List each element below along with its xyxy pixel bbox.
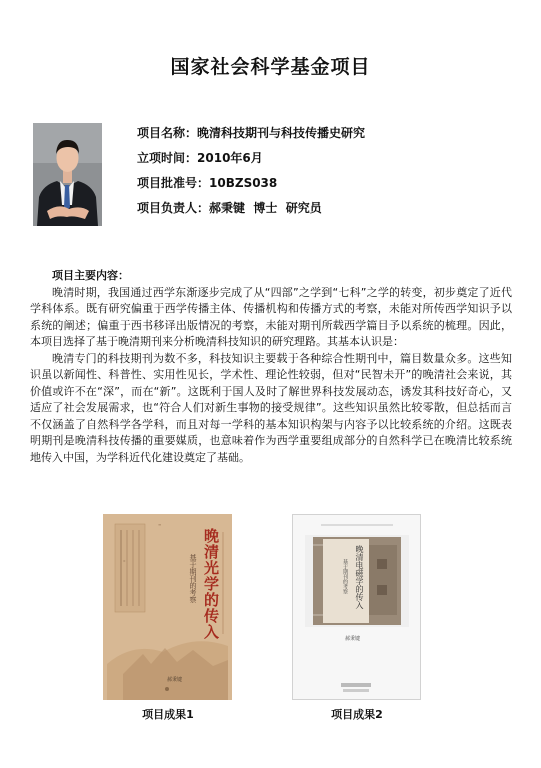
book-2-author: 郝秉键 bbox=[345, 636, 361, 642]
leader-photo bbox=[33, 123, 102, 226]
project-date-label: 立项时间： bbox=[137, 151, 198, 165]
project-content bbox=[30, 268, 512, 466]
project-number-value: 10BZS038 bbox=[209, 176, 278, 190]
page-title: 国家社会科学基金项目 bbox=[170, 56, 371, 78]
project-info bbox=[137, 121, 517, 221]
project-number-label: 项目批准号： bbox=[137, 176, 210, 190]
book-2-title: 晚清电磁学的传入 bbox=[355, 545, 364, 609]
result-2-book-cover bbox=[292, 514, 421, 700]
book-1-author: 郝秉键 bbox=[167, 677, 183, 683]
book-2-subtitle: 基于期刊的考察 bbox=[342, 559, 348, 594]
book-1-title: 晚清光学的传入 bbox=[202, 528, 220, 640]
svg-text:=: = bbox=[123, 559, 126, 563]
content-paragraph-1: 晚清时期，我国通过西学东渐逐步完成了从“四部”之学到“七科”之学的转变，初步奠定了近代学科体系。既有研究偏重于西学传播主体、传播机构和传播方式的考察，未能对所传西学知识予以系统的阐述；偏重于西书移译出版情况的考察，未能对期刊所载西学篇目予以系统的梳理。因此，本项目选择了基于晚清期刊来分析晚清科技知识的研究理路。其基本认识是： bbox=[30, 285, 512, 348]
project-date-row bbox=[137, 146, 517, 171]
book-1-subtitle: 基于期刊的考察 bbox=[189, 554, 197, 603]
content-heading: 项目主要内容： bbox=[52, 269, 129, 282]
project-name-label: 项目名称： bbox=[137, 126, 198, 140]
project-leader-row bbox=[137, 196, 517, 221]
project-number-row bbox=[137, 171, 517, 196]
result-1-caption: 项目成果1 bbox=[142, 708, 194, 721]
project-name-row bbox=[137, 121, 517, 146]
project-name-value: 晚清科技期刊与科技传播史研究 bbox=[197, 126, 366, 140]
project-leader-label: 项目负责人： bbox=[137, 201, 210, 215]
svg-text:≡: ≡ bbox=[158, 522, 162, 527]
result-2-caption: 项目成果2 bbox=[331, 708, 383, 721]
content-paragraph-2: 晚清专门的科技期刊为数不多，科技知识主要载于各种综合性期刊中，篇目数量众多。这些知识虽以新闻性、科普性、实用性见长，学术性、理论性较弱，但对“民智未开”的晚清社会来说，其价值或许不在“深”，而在“新”。这既利于国人及时了解世界科技发展动态，诱发其科技好奇心，又适应了社会发展需求，也“符合人们对新生事物的接受规律”。这些知识虽然比较零散，但总括而言不仅涵盖了自然科学各学科，而且对每一学科的基本知识构架与内容予以比较系统的介绍。这既表明期刊是晚清科技传播的重要媒质，也意味着作为西学重要组成部分的自然科学已在晚清比较系统地传入中国，为学科近代化建设奠定了基础。 bbox=[30, 351, 512, 464]
project-leader-value: 郝秉键 博士 研究员 bbox=[209, 201, 322, 215]
portrait-image bbox=[33, 123, 102, 226]
result-1-book-cover bbox=[103, 514, 232, 700]
project-date-value: 2010年6月 bbox=[197, 151, 263, 165]
